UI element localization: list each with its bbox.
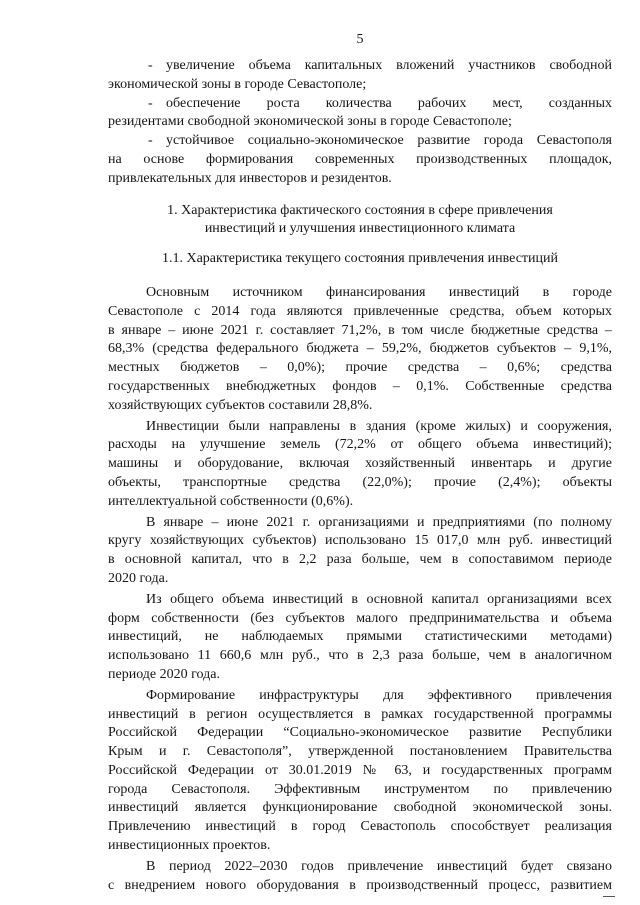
- subsection-heading: 1.1. Характеристика текущего состояния привлечения инвестиций: [161, 251, 559, 267]
- bullet-line: обеспечение роста количества рабочих мест, созданных: [166, 95, 612, 111]
- section-heading: [108, 202, 612, 240]
- bullet-item: [108, 132, 612, 188]
- paragraph-line: Инвестиции были направлены в здания (кроме жилых) и сооружения,: [146, 418, 612, 434]
- bullet-line: резидентами свободной экономической зоны в городе Севастополе;: [108, 114, 512, 130]
- bullet-marker: -: [148, 58, 153, 73]
- paragraph-line: кругу хозяйствующих субъектов) использовано 15 017,0 млн руб. инвестиций: [108, 533, 612, 549]
- paragraph-line: в основной капитал, что в 2,2 раза больше, чем в сопоставимом периоде: [108, 552, 612, 568]
- bullet-line: увеличение объема капитальных вложений участников свободной: [166, 58, 612, 73]
- bullet-item: [108, 57, 612, 95]
- paragraph-line: инвестиционных проектов.: [108, 838, 271, 854]
- paragraph-line: Из общего объема инвестиций в основной капитал организациями всех: [146, 591, 612, 607]
- paragraph-line: машины и оборудование, включая хозяйственный инвентарь и другие: [108, 456, 612, 472]
- paragraph-line: использовано 11 660,6 млн руб., что в 2,3 раза больше, чем в аналогичном: [108, 648, 612, 664]
- paragraph-line: государственных внебюджетных фондов – 0,1%. Собственные средства: [108, 378, 612, 394]
- paragraph-line: объекты, транспортные средства (22,0%); прочие (2,4%); объекты: [108, 474, 612, 490]
- bullet-first-line: [108, 57, 612, 76]
- paragraph-line: инвестиций, не наблюдаемых прямыми статистическими методами): [108, 629, 612, 645]
- section-heading-line: 1. Характеристика фактического состояния в сфере привлечения: [167, 202, 553, 218]
- page-body: [108, 57, 612, 895]
- paragraph-line: хозяйствующих субъектов составили 28,8%.: [108, 397, 373, 413]
- paragraph-line: Привлечению инвестиций в город Севастополь способствует реализация: [108, 819, 612, 835]
- paragraph: [108, 858, 612, 896]
- paragraph-line: инвестиций в регион осуществляется в рамках государственной программы: [108, 706, 612, 722]
- bullet-item: [108, 95, 612, 133]
- paragraph-line: Российской Федерации от 30.01.2019 № 63, и государственных программ: [108, 762, 612, 778]
- paragraph: [108, 514, 612, 589]
- paragraph: [108, 591, 612, 685]
- paragraph: [108, 687, 612, 856]
- paragraph-line: расходы на улучшение земель (72,2% от общего объема инвестиций);: [108, 437, 612, 453]
- paragraph-line: 2020 года.: [108, 570, 169, 586]
- paragraph: [108, 418, 612, 512]
- bullet-line: привлекательных для инвесторов и резидентов.: [108, 170, 392, 186]
- paragraph-line: Крым и г. Севастополя”, утвержденной постановлением Правительства: [108, 744, 612, 760]
- paragraph-line: интеллектуальной собственности (0,6%).: [108, 493, 354, 509]
- bullet-marker: -: [148, 95, 153, 111]
- paragraph-line: форм собственности (без субъектов малого предпринимательства и объема: [108, 610, 612, 626]
- section-heading-line: инвестиций и улучшения инвестиционного климата: [204, 221, 516, 237]
- bullet-first-line: [108, 132, 612, 151]
- bullet-line: устойчивое социально-экономическое развитие города Севастополя: [166, 133, 612, 149]
- paragraph-line: в январе – июне 2021 г. составляет 71,2%, в том числе бюджетные средства –: [108, 322, 612, 338]
- bullet-line: на основе формирования современных производственных площадок,: [108, 151, 612, 167]
- paragraph-line: Формирование инфраструктуры для эффективного привлечения: [146, 687, 612, 703]
- paragraph-line: местных бюджетов – 0,0%); прочие средства – 0,6%; средства: [108, 360, 612, 376]
- paragraph-line: В январе – июне 2021 г. организациями и предприятиями (по полному: [146, 514, 612, 530]
- bullet-line: экономической зоны в городе Севастополе;: [108, 76, 367, 92]
- paragraph-line: Основным источником финансирования инвестиций в городе: [146, 284, 612, 300]
- paragraph-line: инвестиций является функционирование свободной экономической зоны.: [108, 800, 612, 816]
- paragraph-line: 68,3% (средства федерального бюджета – 59,2%, бюджетов субъектов – 9,1%,: [108, 341, 612, 357]
- paragraph-line: Севастополе с 2014 года являются привлеченные средства, объем которых: [108, 303, 612, 319]
- paragraph-line: с внедрением нового оборудования в производственный процесс, развитием: [108, 877, 612, 893]
- bullet-marker: -: [148, 133, 153, 149]
- bullet-first-line: [108, 95, 612, 114]
- paragraph: [108, 284, 612, 416]
- scan-mark: [603, 896, 615, 897]
- paragraph-line: периоде 2020 года.: [108, 666, 220, 682]
- paragraph-line: города Севастополя. Эффективным инструментом по привлечению: [108, 781, 612, 797]
- paragraph-line: Российской Федерации “Социально-экономическое развитие Республики: [108, 725, 612, 741]
- paragraph-line: В период 2022–2030 годов привлечение инвестиций будет связано: [146, 858, 612, 874]
- page-number: 5: [356, 32, 364, 47]
